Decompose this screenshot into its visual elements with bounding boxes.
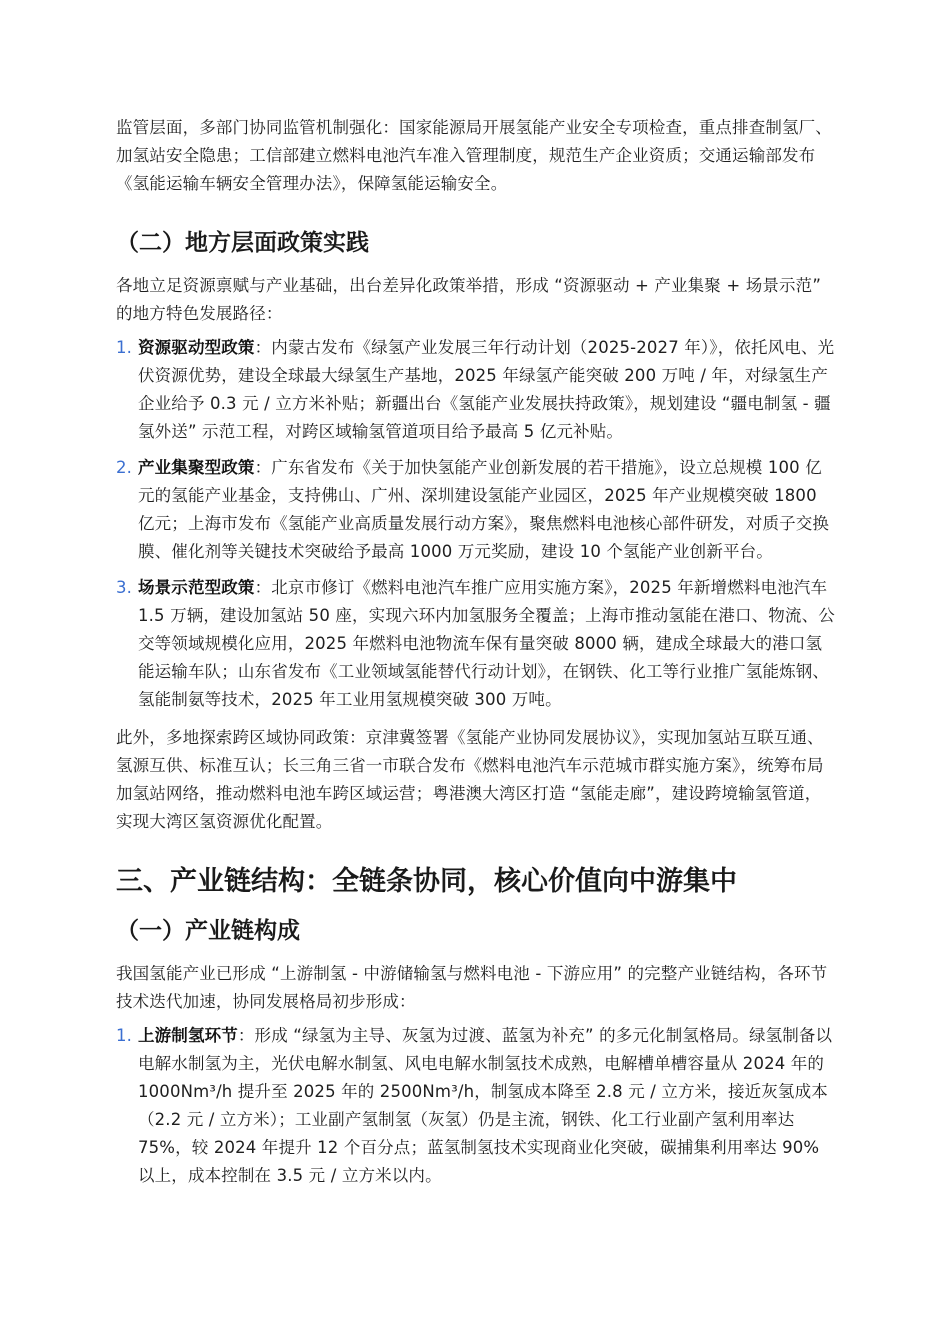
regulation-paragraph: 监管层面，多部门协同监管机制强化：国家能源局开展氢能产业安全专项检查，重点排查制氢厂、加氢站安全隐患；工信部建立燃料电池汽车准入管理制度，规范生产企业资质；交通运输部发布《氢能运输车辆安全管理办法》，保障氢能运输安全。 [116,118,832,193]
list-term: 场景示范型政策 [138,578,255,597]
list-number: 3. [116,578,133,597]
list-term: 资源驱动型政策 [138,338,255,357]
list-number: 2. [116,458,133,477]
local-policy-closing: 此外，多地探索跨区域协同政策：京津冀签署《氢能产业协同发展协议》，实现加氢站互联互通、氢源互供、标准互认；长三角三省一市联合发布《燃料电池汽车示范城市群实施方案》，统筹布局加氢站网络，推动燃料电池车跨区域运营；粤港澳大湾区打造 “氢能走廊”，建设跨境输氢管道，实现大湾区氢资源优化配置。 [116,728,824,831]
list-item [116,334,838,446]
local-policy-list [116,334,838,714]
list-term: 上游制氢环节 [138,1026,238,1045]
section3-intro: 我国氢能产业已形成 “上游制氢 - 中游储输氢与燃料电池 - 下游应用” 的完整产业链结构，各环节技术迭代加速，协同发展格局初步形成： [116,964,828,1011]
section3-sub-heading: （一）产业链构成 [116,918,300,944]
list-text: ：广东省发布《关于加快氢能产业创新发展的若干措施》，设立总规模 100 亿元的氢能产业基金，支持佛山、广州、深圳建设氢能产业园区，2025 年产业规模突破 1800 亿元；上海市发布《氢能产业高质量发展行动方案》，聚焦燃料电池核心部件研发，对质子交换膜、催化剂等关键技术突破给予最高 1000 万元奖励，建设 10 个氢能产业创新平台。 [138,458,830,561]
local-policy-heading: （二）地方层面政策实践 [116,230,369,256]
list-number: 1. [116,1026,133,1045]
list-item [116,574,838,714]
list-number: 1. [116,338,133,357]
section3-heading: 三、产业链结构：全链条协同，核心价值向中游集中 [116,866,737,897]
industry-chain-list [116,1022,838,1190]
local-policy-intro: 各地立足资源禀赋与产业基础，出台差异化政策举措，形成 “资源驱动 + 产业集聚 + 场景示范” 的地方特色发展路径： [116,276,822,323]
list-term: 产业集聚型政策 [138,458,255,477]
list-text: ：内蒙古发布《绿氢产业发展三年行动计划（2025-2027 年）》，依托风电、光伏资源优势，建设全球最大绿氢生产基地，2025 年绿氢产能突破 200 万吨 / 年，对绿氢生产企业给予 0.3 元 / 立方米补贴；新疆出台《氢能产业发展扶持政策》，规划建设 “疆电制氢 - 疆氢外送” 示范工程，对跨区域输氢管道项目给予最高 5 亿元补贴。 [138,338,835,441]
list-item [116,1022,838,1190]
list-text: ：形成 “绿氢为主导、灰氢为过渡、蓝氢为补充” 的多元化制氢格局。绿氢制备以电解水制氢为主，光伏电解水制氢、风电电解水制氢技术成熟，电解槽单槽容量从 2024 年的 1000Nm³/h 提升至 2025 年的 2500Nm³/h，制氢成本降至 2.8 元 / 立方米，接近灰氢成本（2.2 元 / 立方米）；工业副产氢制氢（灰氢）仍是主流，钢铁、化工行业副产氢利用率达 75%，较 2024 年提升 12 个百分点；蓝氢制氢技术实现商业化突破，碳捕集利用率达 90% 以上，成本控制在 3.5 元 / 立方米以内。 [138,1026,833,1185]
list-item [116,454,838,566]
list-text: ：北京市修订《燃料电池汽车推广应用实施方案》，2025 年新增燃料电池汽车 1.5 万辆，建设加氢站 50 座，实现六环内加氢服务全覆盖；上海市推动氢能在港口、物流、公交等领域规模化应用，2025 年燃料电池物流车保有量突破 8000 辆，建成全球最大的港口氢能运输车队；山东省发布《工业领域氢能替代行动计划》，在钢铁、化工等行业推广氢能炼钢、氢能制氨等技术，2025 年工业用氢规模突破 300 万吨。 [138,578,835,709]
